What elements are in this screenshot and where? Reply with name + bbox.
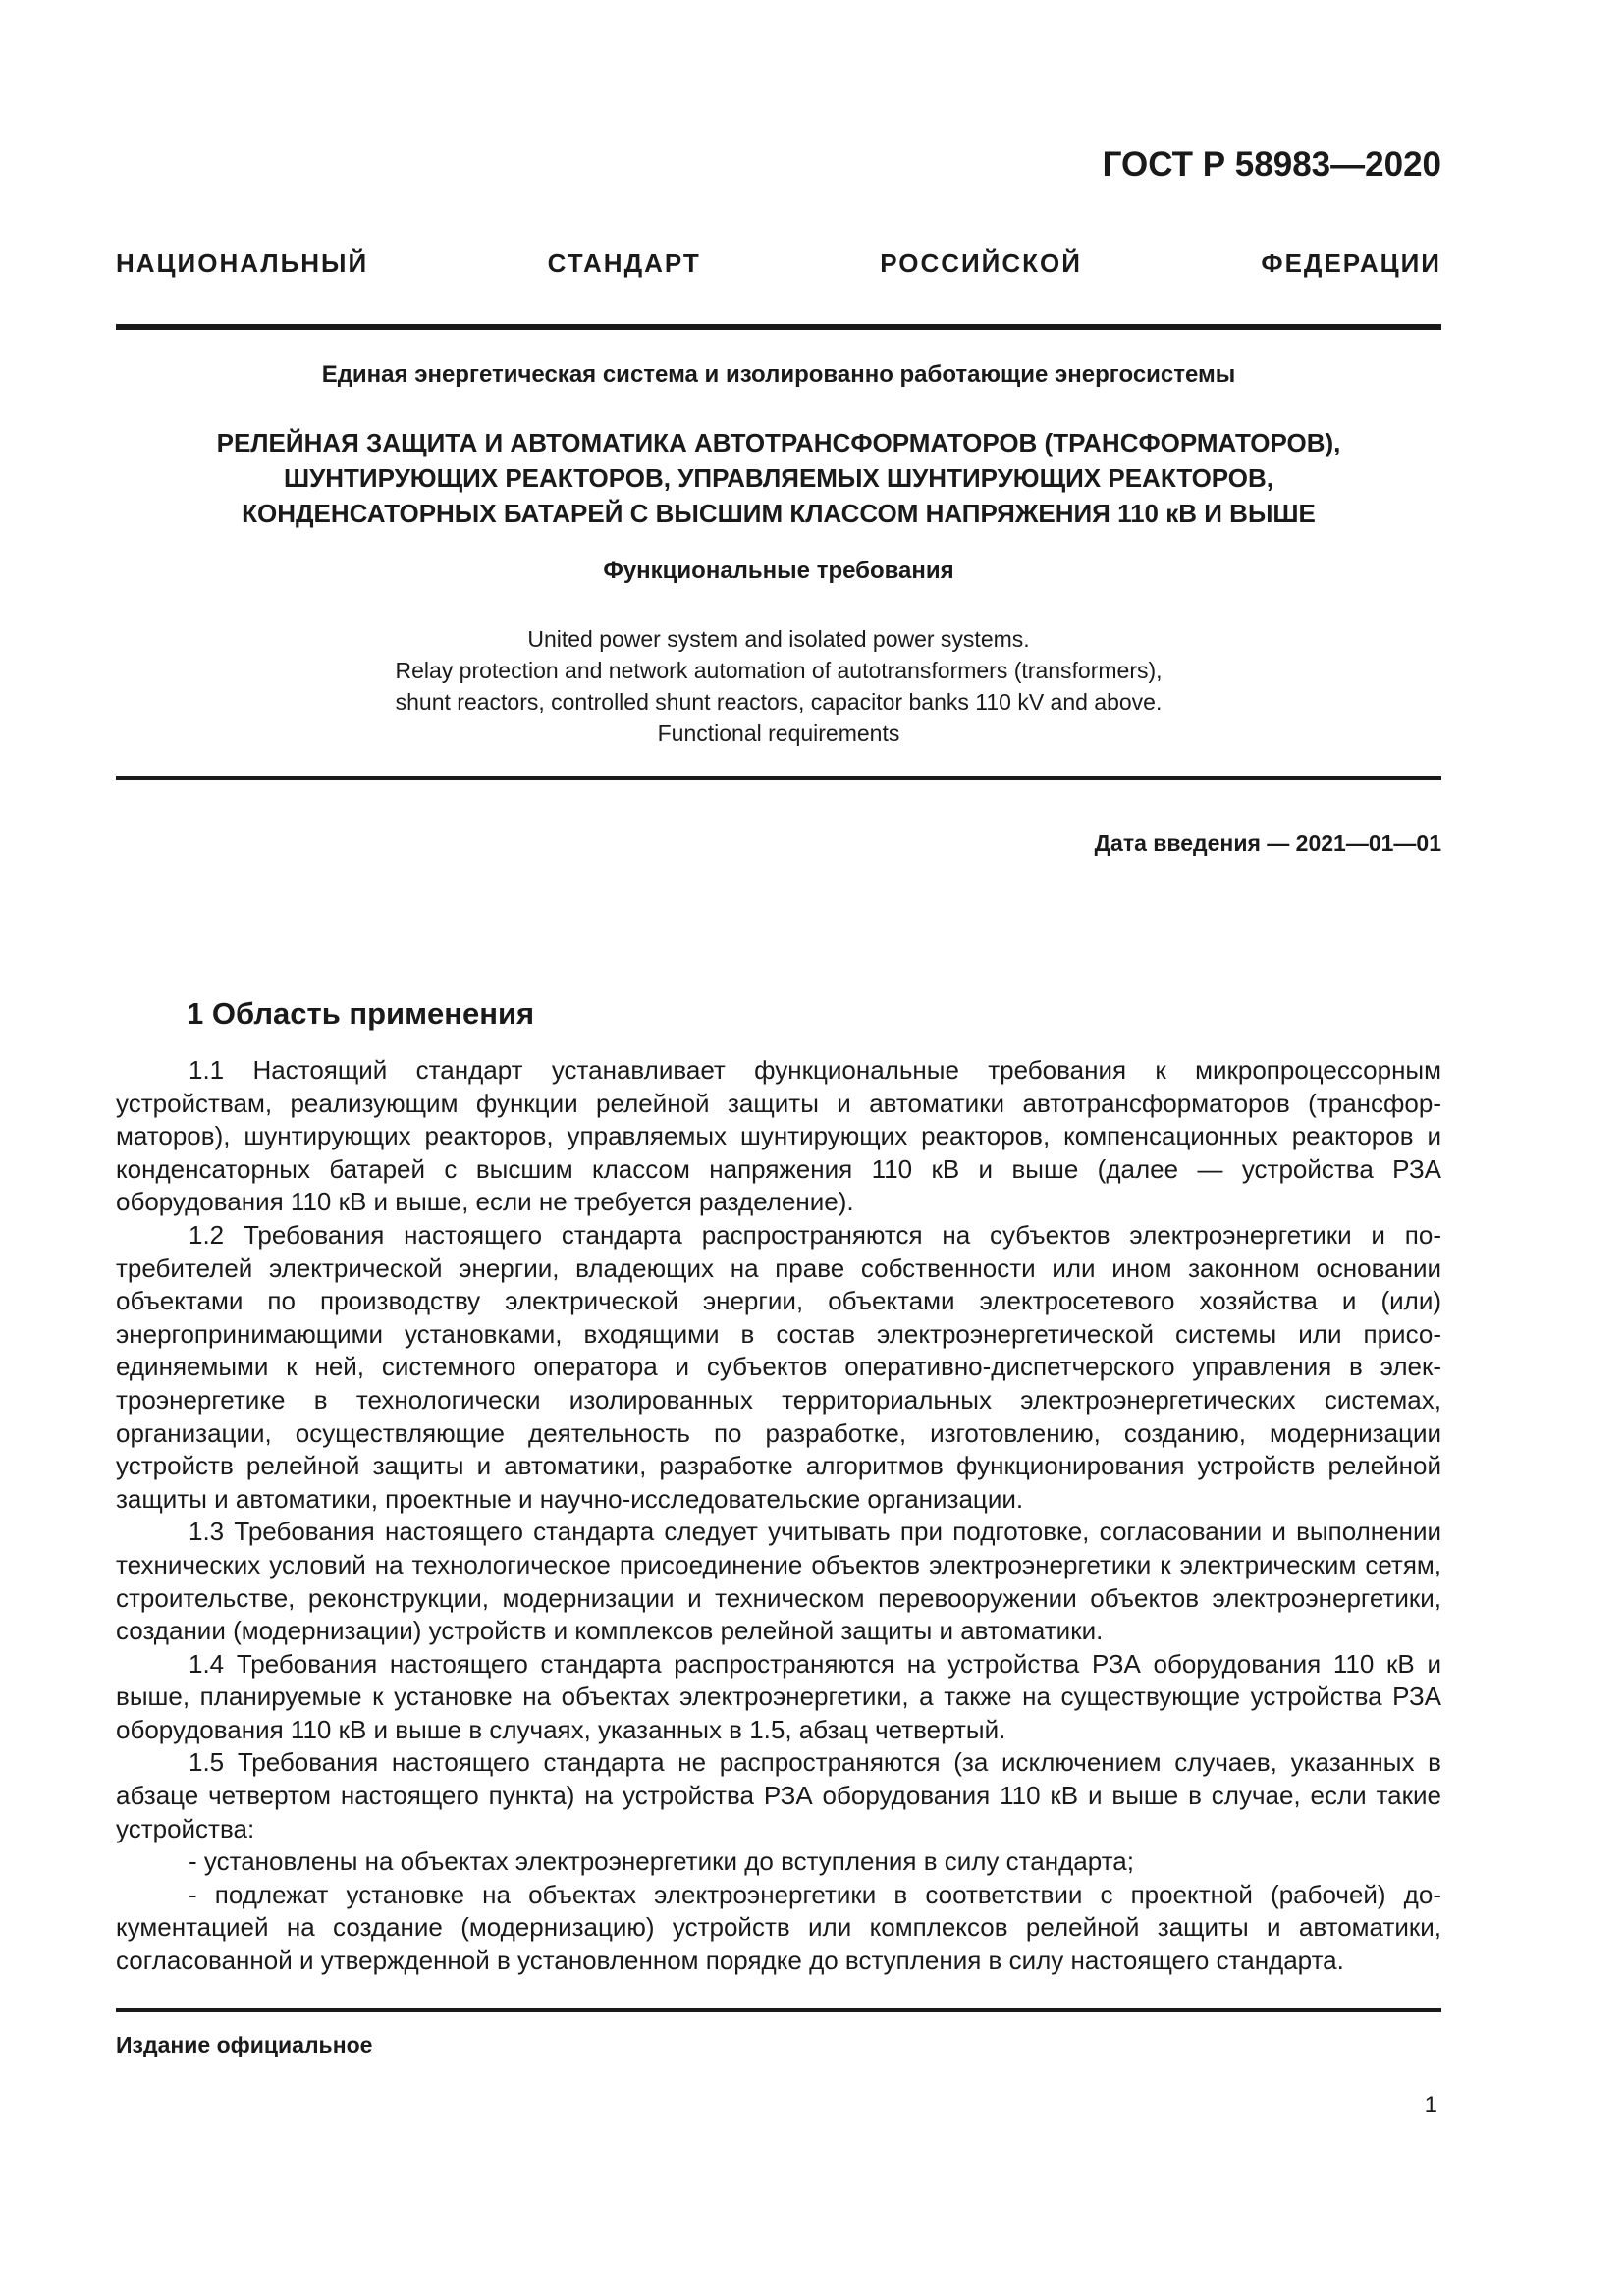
paragraph-1-5: 1.5 Требования настоящего стандарта не распространяются (за исключением случаев, указанных в абзаце четвертом настоящего пункта) на устройства РЗА оборудования 110 кВ и выше в случае, если такие устройства:: [116, 1747, 1441, 1843]
english-title-line: United power system and isolated power systems.: [527, 626, 1030, 652]
introduction-date: Дата введения — 2021—01—01: [1094, 830, 1441, 856]
main-title-line: ШУНТИРУЮЩИХ РЕАКТОРОВ, УПРАВЛЯЕМЫХ ШУНТИРУЮЩИХ РЕАКТОРОВ,: [283, 463, 1274, 493]
paragraph-1-3: 1.3 Требования настоящего стандарта следует учитывать при подготовке, согласовании и выполнении технических условий на технологическое присоединение объектов электроэнергетики к электрическим сетям, строительстве, реконструкции, модернизации и техническом перевооружении объектов электроэнергетики, создании (модернизации) устройств и комплексов релейной защиты и автоматики.: [116, 1517, 1441, 1646]
main-title-line: РЕЛЕЙНАЯ ЗАЩИТА И АВТОМАТИКА АВТОТРАНСФОРМАТОРОВ (ТРАНСФОРМАТОРОВ),: [216, 428, 1341, 457]
official-edition-label: Издание официальное: [116, 2032, 373, 2057]
list-item: - установлены на объектах электроэнергетики до вступления в силу стандарта;: [189, 1846, 1134, 1877]
english-title-line: Relay protection and network automation of autotransformers (transformers),: [395, 658, 1163, 683]
section-heading: 1 Область применения: [187, 996, 535, 1031]
english-title-line: shunt reactors, controlled shunt reactors, capacitor banks 110 kV and above.: [395, 689, 1163, 715]
top-divider: [116, 324, 1441, 330]
system-title: Единая энергетическая система и изолированно работающие энергосистемы: [321, 361, 1236, 388]
section-body: [116, 1054, 1441, 1978]
paragraph-1-2: 1.2 Требования настоящего стандарта распространяются на субъектов электроэнергетики и потребителей электрической энергии, владеющих на праве собственности или ином законном основании объектами по производству электрической энергии, объектами электросетевого хозяйства и (или) энергопринимающими установками, входящими в состав электроэнергетической системы или присоединяемыми к ней, системного оператора и субъектов оперативно-диспетчерского управления в электроэнергетике в технологически изолированных территориальных электроэнергетических системах, организации, осуществляющие деятельность по разработке, изготовлению, созданию, модернизации устройств релейной защиты и автоматики, разработке алгоритмов функционирования устройств релейной защиты и автоматики, проектные и научно-исследовательские организации.: [116, 1219, 1441, 1514]
national-standard-label: НАЦИОНАЛЬНЫЙ СТАНДАРТ РОССИЙСКОЙ ФЕДЕРАЦИИ: [116, 248, 1441, 278]
list-item: - подлежат установке на объектах электроэнергетики в соответствии с проектной (рабочей) документацией на создание (модернизацию) устройств или комплексов релейной защиты и автоматики, согласованной и утвержденной в установленном порядке до вступления в силу настоящего стандарта.: [116, 1879, 1441, 1976]
page-number: 1: [1424, 2092, 1437, 2118]
main-title-line: КОНДЕНСАТОРНЫХ БАТАРЕЙ С ВЫСШИМ КЛАССОМ НАПРЯЖЕНИЯ 110 кВ И ВЫШЕ: [242, 499, 1316, 528]
english-title-line: Functional requirements: [657, 721, 900, 746]
english-title: [116, 623, 1441, 749]
paragraph-1-4: 1.4 Требования настоящего стандарта распространяются на устройства РЗА оборудования 110 кВ и выше, планируемые к установке на объектах электроэнергетики, а также на существующие устройства РЗА оборудования 110 кВ и выше в случаях, указанных в 1.5, абзац четвертый.: [116, 1648, 1441, 1744]
standard-number: ГОСТ Р 58983—2020: [1102, 145, 1441, 184]
main-title: [116, 425, 1441, 531]
bottom-divider: [116, 2008, 1441, 2012]
middle-divider: [116, 776, 1441, 780]
paragraph-1-1: 1.1 Настоящий стандарт устанавливает функциональные требования к микропроцессорным устройствам, реализующим функции релейной защиты и автоматики автотрансформаторов (трансформаторов), шунтирующих реакторов, управляемых шунтирующих реакторов, компенсационных реакторов и конденсаторных батарей с высшим классом напряжения 110 кВ и выше (далее — устройства РЗА оборудования 110 кВ и выше, если не требуется разделение).: [116, 1055, 1441, 1217]
subtitle: Функциональные требования: [603, 558, 954, 584]
